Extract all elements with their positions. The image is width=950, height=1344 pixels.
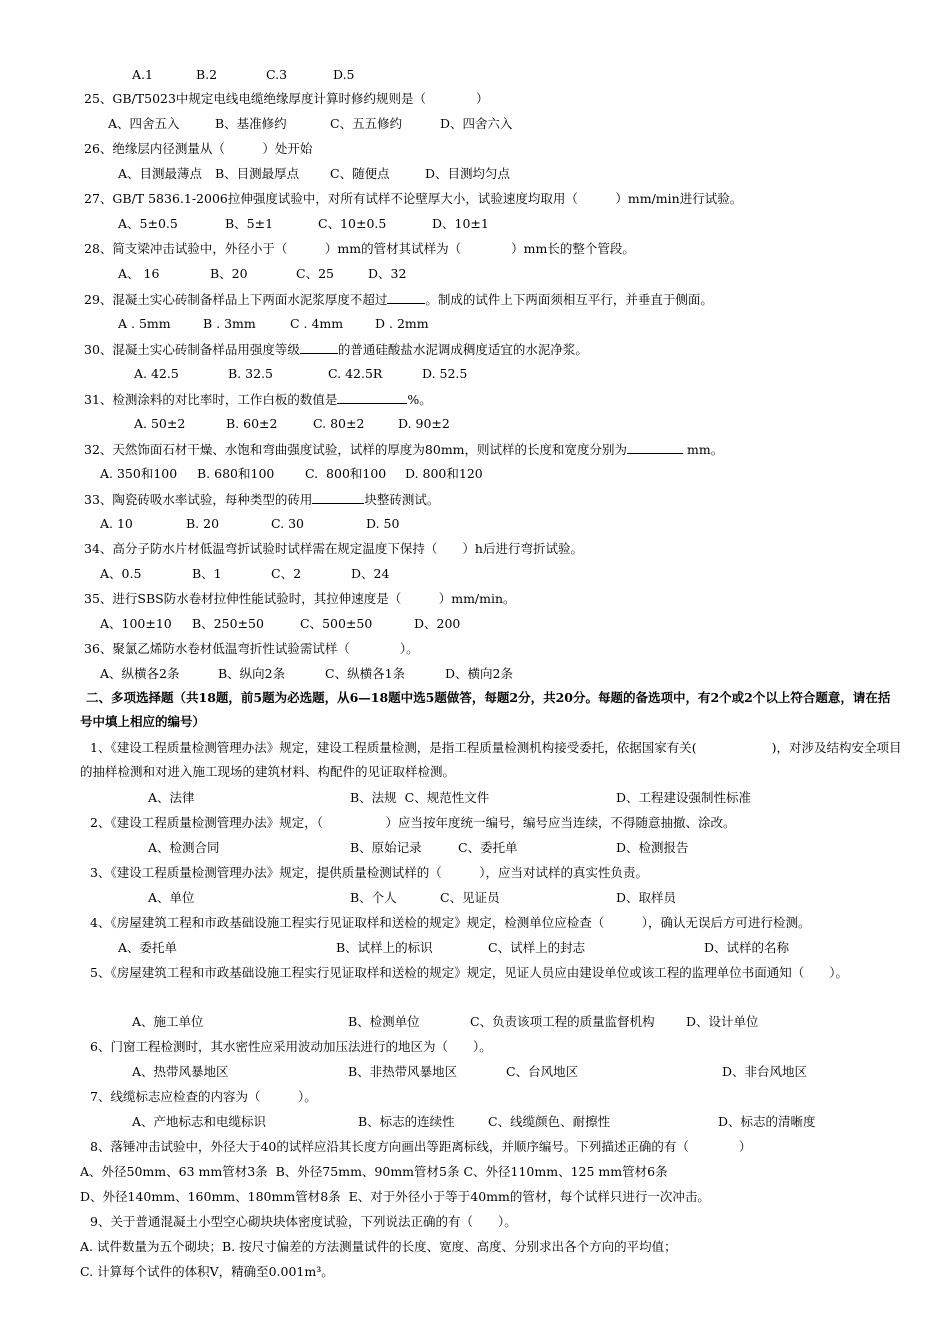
question-30 [84,341,588,358]
q31-option-c: C. 80±2 [313,416,365,431]
q32-option-b: B. 680和100 [197,466,275,481]
mc4-option-d: D、试样的名称 [704,940,790,955]
question-25: 25、GB/T5023中规定电线电缆绝缘厚度计算时修约规则是（ ） [84,91,489,106]
answer-blank[interactable] [337,391,407,404]
q24-option-a: A.1 [132,67,153,82]
question-33-text-b: 块整砖测试。 [364,492,440,507]
mc2-option-b: B、原始记录 [350,840,422,855]
q33-option-b: B. 20 [186,516,220,531]
mc3-option-a: A、单位 [148,890,195,905]
mc9-options-line-2: C. 计算每个试件的体积V，精确至0.001m³。 [80,1264,334,1279]
q26-option-a: A、目测最薄点 [118,166,203,181]
mc-question-6: 6、门窗工程检测时，其水密性应采用波动加压法进行的地区为（ ）。 [90,1039,492,1054]
mc8-options-line-1: A、外径50mm、63 mm管材3条 B、外径75mm、90mm管材5条 C、外径110mm、125 mm管材6条 [80,1164,668,1179]
q29-option-a: A . 5mm [118,316,171,331]
answer-blank[interactable] [300,341,338,354]
q28-option-b: B、20 [210,266,248,281]
q30-option-c: C. 42.5R [328,366,383,381]
q31-option-a: A. 50±2 [134,416,186,431]
mc-question-9: 9、关于普通混凝土小型空心砌块块体密度试验，下列说法正确的有（ ）。 [90,1214,517,1229]
q27-option-b: B、5±1 [225,216,274,231]
question-27: 27、GB/T 5836.1-2006拉伸强度试验中，对所有试样不论壁厚大小，试验速度均取用（ ）mm/min进行试验。 [84,191,743,206]
mc-question-7: 7、线缆标志应检查的内容为（ ）。 [90,1089,317,1104]
q24-option-b: B.2 [196,67,218,82]
q34-option-b: B、1 [192,566,222,581]
question-30-text-a: 30、混凝土实心砖制备样品用强度等级 [84,342,300,357]
q36-option-c: C、纵横各1条 [325,666,406,681]
question-33 [84,491,439,508]
q34-option-a: A、0.5 [100,566,142,581]
mc-question-1: 1、《建设工程质量检测管理办法》规定，建设工程质量检测，是指工程质量检测机构接受委托，依据国家有关( )，对涉及结构安全项目的抽样检测和对进入施工现场的建筑材料、构配件的见证取样检测。 [80,740,902,779]
q24-option-c: C.3 [266,67,288,82]
q32-option-d: D. 800和120 [405,466,483,481]
q28-option-c: C、25 [296,266,334,281]
q32-option-c: C. 800和100 [305,466,387,481]
mc-question-8: 8、落锤冲击试验中，外径大于40的试样应沿其长度方向画出等距离标线，并顺序编号。下列描述正确的有（ ） [90,1139,752,1154]
section-heading-multiple-choice: 二、多项选择题（共18题，前5题为必选题，从6—18题中选5题做答，每题2分，共20分。每题的备选项中，有2个或2个以上符合题意，请在括号中填上相应的编号） [80,690,891,729]
q29-option-b: B . 3mm [203,316,256,331]
q25-option-b: B、基准修约 [215,116,287,131]
mc4-option-b: B、试样上的标识 [336,940,433,955]
question-31-text-a: 31、检测涂料的对比率时，工作白板的数值是 [84,392,338,407]
q26-option-b: B、目测最厚点 [215,166,300,181]
q30-option-b: B. 32.5 [228,366,273,381]
q25-option-c: C、五五修约 [330,116,403,131]
mc7-option-c: C、线缆颜色、耐擦性 [488,1114,611,1129]
mc3-option-d: D、取样员 [616,890,677,905]
mc5-option-c: C、负责该项工程的质量监督机构 [470,1014,655,1029]
question-26: 26、绝缘层内径测量从（ ）处开始 [84,141,313,156]
mc1-option-b: B、法规 C、规范性文件 [350,790,490,805]
q36-option-b: B、纵向2条 [218,666,286,681]
q32-option-a: A. 350和100 [100,466,178,481]
mc6-option-a: A、热带风暴地区 [132,1064,229,1079]
mc-question-4: 4、《房屋建筑工程和市政基础设施工程实行见证取样和送检的规定》规定，检测单位应检查（ ），确认无误后方可进行检测。 [90,915,811,930]
q29-option-c: C . 4mm [290,316,344,331]
q26-option-d: D、目测均匀点 [425,166,511,181]
mc2-option-c: C、委托单 [458,840,518,855]
mc-question-2: 2、《建设工程质量检测管理办法》规定，（ ）应当按年度统一编号，编号应当连续，不得随意抽撤、涂改。 [90,815,736,830]
question-32-text-b: mm。 [683,442,724,457]
q28-option-d: D、32 [368,266,407,281]
mc5-option-b: B、检测单位 [348,1014,420,1029]
question-35: 35、进行SBS防水卷材拉伸性能试验时，其拉伸速度是（ ）mm/min。 [84,591,516,606]
question-36: 36、聚氯乙烯防水卷材低温弯折性试验需试样（ ）。 [84,641,419,656]
q34-option-d: D、24 [351,566,390,581]
mc6-option-d: D、非台风地区 [722,1064,808,1079]
mc6-option-b: B、非热带风暴地区 [348,1064,458,1079]
mc4-option-a: A、委托单 [118,940,178,955]
q24-option-d: D.5 [333,67,355,82]
question-34: 34、高分子防水片材低温弯折试验时试样需在规定温度下保持（ ）h后进行弯折试验。 [84,541,583,556]
answer-blank[interactable] [312,491,364,504]
mc7-option-a: A、产地标志和电缆标识 [132,1114,267,1129]
mc-question-3: 3、《建设工程质量检测管理办法》规定，提供质量检测试样的（ ），应当对试样的真实性负责。 [90,865,648,880]
mc5-option-d: D、设计单位 [686,1014,759,1029]
question-29-text-b: 。制成的试件上下两面须相互平行，并垂直于侧面。 [425,292,713,307]
question-32-text-a: 32、天然饰面石材干燥、水饱和弯曲强度试验，试样的厚度为80mm，则试样的长度和宽度分别为 [84,442,628,457]
q25-option-a: A、四舍五入 [108,116,180,131]
mc1-option-d: D、工程建设强制性标准 [616,790,752,805]
mc-question-5: 5、《房屋建筑工程和市政基础设施工程实行见证取样和送检的规定》规定，见证人员应由建设单位或该工程的监理单位书面通知（ ）。 [90,965,848,980]
q35-option-a: A、100±10 [100,616,172,631]
q30-option-d: D. 52.5 [422,366,468,381]
q27-option-a: A、5±0.5 [118,216,178,231]
q25-option-d: D、四舍六入 [440,116,513,131]
q33-option-a: A. 10 [100,516,133,531]
question-28: 28、简支梁冲击试验中，外径小于（ ）mm的管材其试样为（ ）mm长的整个管段。 [84,241,635,256]
question-31 [84,391,432,408]
question-32 [84,441,723,458]
mc2-option-d: D、检测报告 [616,840,689,855]
mc5-option-a: A、施工单位 [132,1014,204,1029]
question-30-text-b: 的普通硅酸盐水泥调成稠度适宜的水泥净浆。 [337,342,588,357]
q27-option-c: C、10±0.5 [318,216,387,231]
mc7-option-d: D、标志的清晰度 [718,1114,816,1129]
q33-option-c: C. 30 [271,516,304,531]
mc2-option-a: A、检测合同 [148,840,220,855]
answer-blank[interactable] [627,441,683,454]
mc3-option-b: B、个人 [350,890,397,905]
mc3-option-c: C、见证员 [440,890,500,905]
mc9-options-line-1: A. 试件数量为五个砌块；B. 按尺寸偏差的方法测量试件的长度、宽度、高度、分别求出各个方向的平均值； [80,1239,677,1254]
question-29-text-a: 29、混凝土实心砖制备样品上下两面水泥浆厚度不超过 [84,292,388,307]
q26-option-c: C、随便点 [330,166,390,181]
q34-option-c: C、2 [271,566,302,581]
mc1-option-a: A、法律 [148,790,195,805]
q31-option-b: B. 60±2 [226,416,278,431]
q36-option-d: D、横向2条 [445,666,513,681]
q28-option-a: A、 16 [118,266,160,281]
q35-option-b: B、250±50 [192,616,264,631]
q36-option-a: A、纵横各2条 [100,666,180,681]
q35-option-d: D、200 [414,616,461,631]
question-29 [84,291,713,308]
q35-option-c: C、500±50 [300,616,373,631]
q31-option-d: D. 90±2 [398,416,450,431]
q27-option-d: D、10±1 [432,216,489,231]
mc8-options-line-2: D、外径140mm、160mm、180mm管材8条 E、对于外径小于等于40mm的管材，每个试样只进行一次冲击。 [80,1189,710,1204]
mc7-option-b: B、标志的连续性 [358,1114,455,1129]
answer-blank[interactable] [387,291,425,304]
question-31-text-b: %。 [407,392,432,407]
mc4-option-c: C、试样上的封志 [488,940,586,955]
question-33-text-a: 33、陶瓷砖吸水率试验，每种类型的砖用 [84,492,313,507]
q29-option-d: D . 2mm [375,316,429,331]
mc6-option-c: C、台风地区 [506,1064,579,1079]
q33-option-d: D. 50 [366,516,400,531]
q30-option-a: A. 42.5 [134,366,179,381]
